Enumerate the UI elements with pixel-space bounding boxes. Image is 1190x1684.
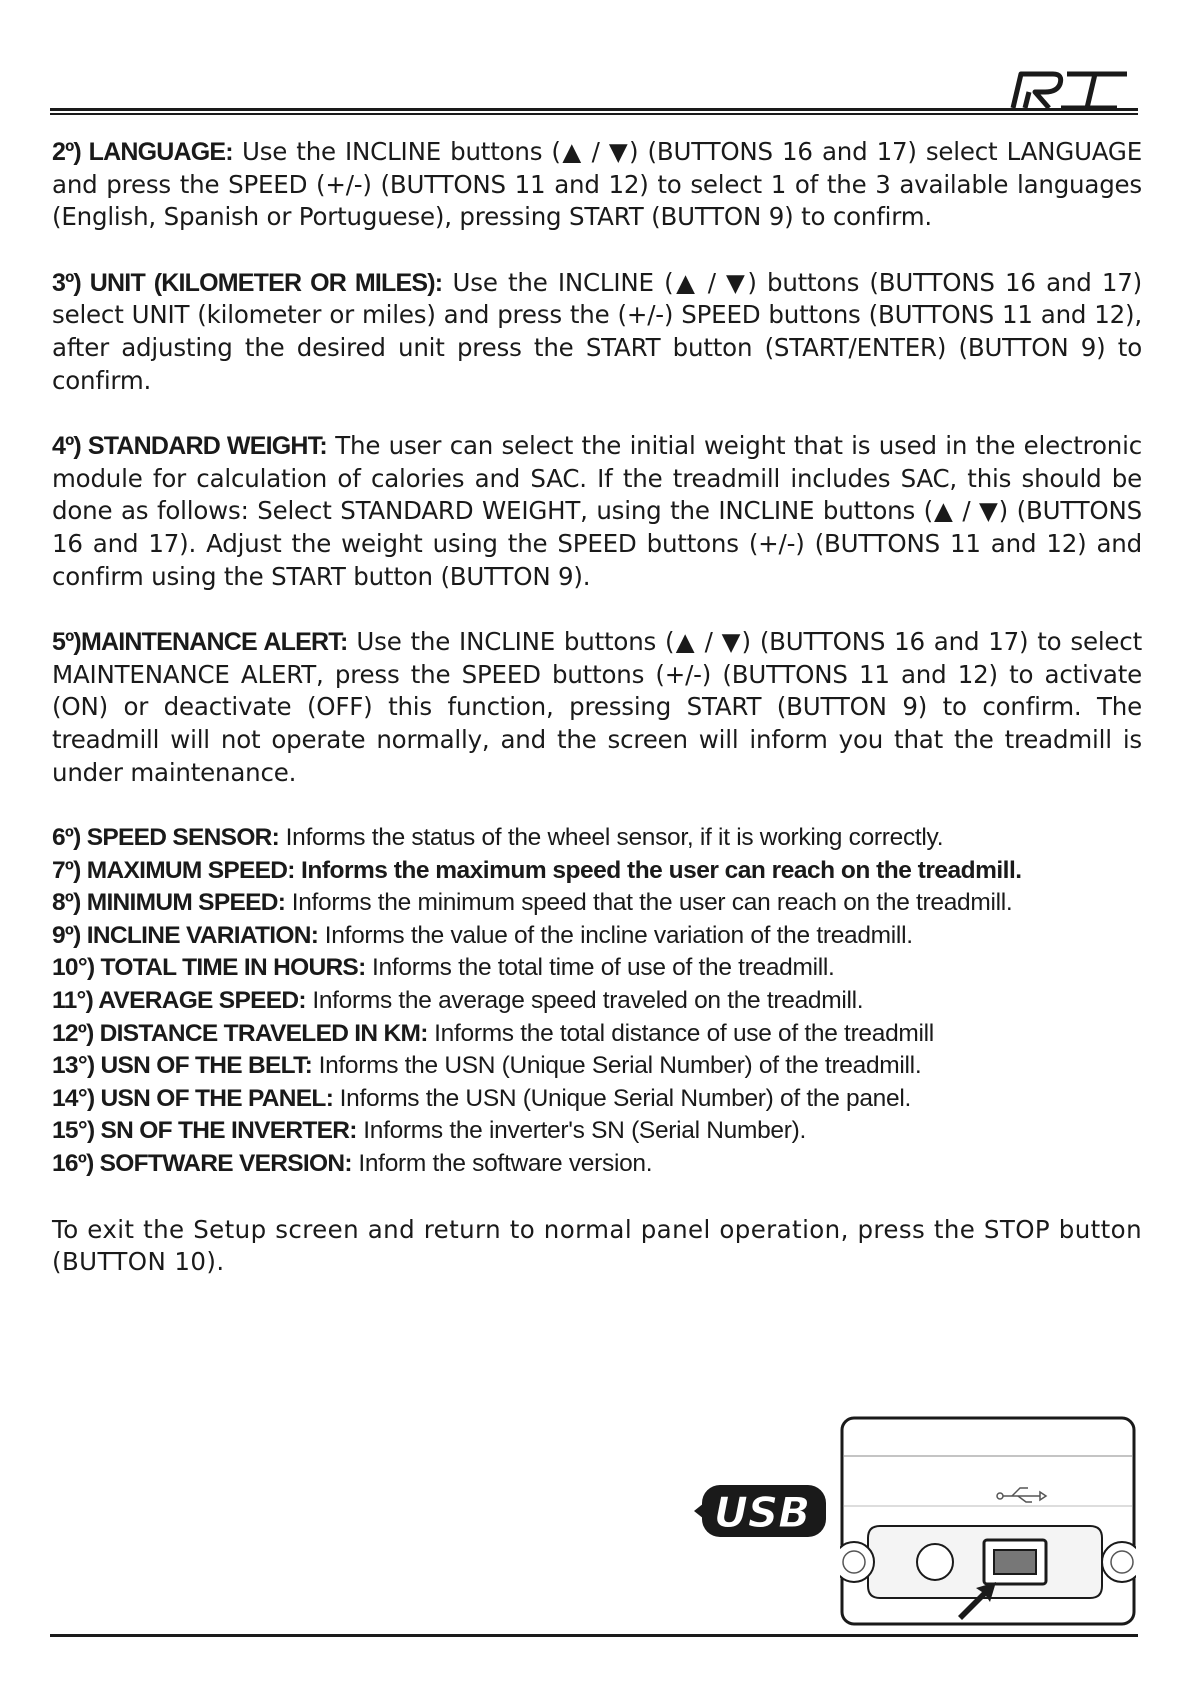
usb-logo [690,1475,830,1545]
header-rule [50,108,1138,116]
panel-knob [917,1544,953,1580]
list-item-heading: 7º) MAXIMUM SPEED: [52,856,295,884]
manual-content [52,136,1142,1279]
language-text: Use the INCLINE buttons (▲ / ▼) (BUTTONS 16 and 17) select LANGUAGE and press the SPEED (+/-) (BUTTONS 11 and 12) to select 1 of the 3 available languages (English, Spanish or Portuguese), pressing START (BUTTON 9) to confirm. [52,137,1142,232]
list-item [52,855,1142,888]
brand-logo [1005,68,1135,112]
standard-weight-text: The user can select the initial weight that is used in the electronic module for calculation of calories and SAC. If the treadmill includes SAC, this should be done as follows: Select STANDARD WEIGHT, using the INCLINE buttons (▲ / ▼) (BUTTONS 16 and 17). Adjust the weight using the SPEED buttons (+/-) (BUTTONS 11 and 12) and confirm using the START button (BUTTON 9). [52,431,1142,591]
list-item-text: Inform the software version. [351,1150,653,1178]
left-screw-icon [840,1542,874,1582]
list-item-heading: 15°) SN OF THE INVERTER: [52,1117,357,1145]
list-item [52,887,1142,920]
list-item [52,952,1142,985]
language-heading: 2º) LANGUAGE: [52,138,233,166]
standard-weight-heading: 4º) STANDARD WEIGHT: [52,432,327,461]
usb-port-illustration [840,1416,1136,1626]
list-item-heading: 14°) USN OF THE PANEL: [52,1084,334,1112]
list-item [52,920,1142,953]
list-item-text: Informs the total distance of use of the treadmill [427,1019,934,1047]
list-item-heading: 9º) INCLINE VARIATION: [52,921,319,949]
list-item-heading: 6º) SPEED SENSOR: [52,824,280,852]
exit-note: To exit the Setup screen and return to normal panel operation, press the STOP button (BUTTON 10). [52,1214,1142,1277]
list-item-text: Informs the status of the wheel sensor, if it is working correctly. [279,824,944,852]
list-item-heading: 11°) AVERAGE SPEED: [52,987,306,1015]
unit-paragraph [52,267,1142,397]
list-item-text: Informs the inverter's SN (Serial Number). [356,1117,806,1145]
list-item-text: Informs the maximum speed the user can reach on the treadmill. [294,856,1022,884]
list-item-text: Informs the total time of use of the treadmill. [365,954,835,982]
list-item-heading: 10°) TOTAL TIME IN HOURS: [52,954,366,982]
list-item [52,985,1142,1018]
list-item-text: Informs the USN (Unique Serial Number) of the treadmill. [312,1052,922,1080]
list-item [52,822,1142,855]
list-item [52,1115,1142,1148]
list-item-text: Informs the average speed traveled on the treadmill. [305,987,864,1015]
standard-weight-paragraph [52,430,1142,593]
usb-port[interactable] [984,1540,1046,1584]
list-item-heading: 12º) DISTANCE TRAVELED IN KM: [52,1019,428,1047]
list-item [52,1083,1142,1116]
list-item [52,1050,1142,1083]
settings-list [52,822,1142,1181]
language-paragraph [52,136,1142,234]
maintenance-alert-paragraph [52,626,1142,789]
right-screw-icon [1102,1542,1136,1582]
list-item [52,1148,1142,1181]
unit-heading: 3º) UNIT (KILOMETER OR MILES): [52,268,443,297]
list-item-text: Informs the minimum speed that the user can reach on the treadmill. [285,889,1013,917]
usb-logo-text: USB [713,1488,811,1537]
unit-text: Use the INCLINE (▲ / ▼) buttons (BUTTONS 16 and 17) select UNIT (kilometer or miles) and press the (+/-) SPEED buttons (BUTTONS 11 and 12), after adjusting the desired unit press the START button (START/ENTER) (BUTTON 9) to confirm. [52,267,1142,395]
maintenance-alert-heading: 5º)MAINTENANCE ALERT: [52,628,348,657]
list-item-heading: 16º) SOFTWARE VERSION: [52,1150,352,1178]
list-item-heading: 13°) USN OF THE BELT: [52,1052,313,1080]
list-item [52,1018,1142,1051]
maintenance-alert-text: Use the INCLINE buttons (▲ / ▼) (BUTTONS 16 and 17) to select MAINTENANCE ALERT, press the SPEED buttons (+/-) (BUTTONS 11 and 12) to activate (ON) or deactivate (OFF) this function, pressing START (BUTTON 9) to confirm. The treadmill will not operate normally, and the screen will inform you that the treadmill is under maintenance. [52,627,1142,787]
footer-rule [50,1634,1138,1637]
list-item-text: Informs the value of the incline variation of the treadmill. [318,921,913,949]
list-item-heading: 8º) MINIMUM SPEED: [52,889,286,917]
list-item-text: Informs the USN (Unique Serial Number) of the panel. [333,1084,911,1112]
